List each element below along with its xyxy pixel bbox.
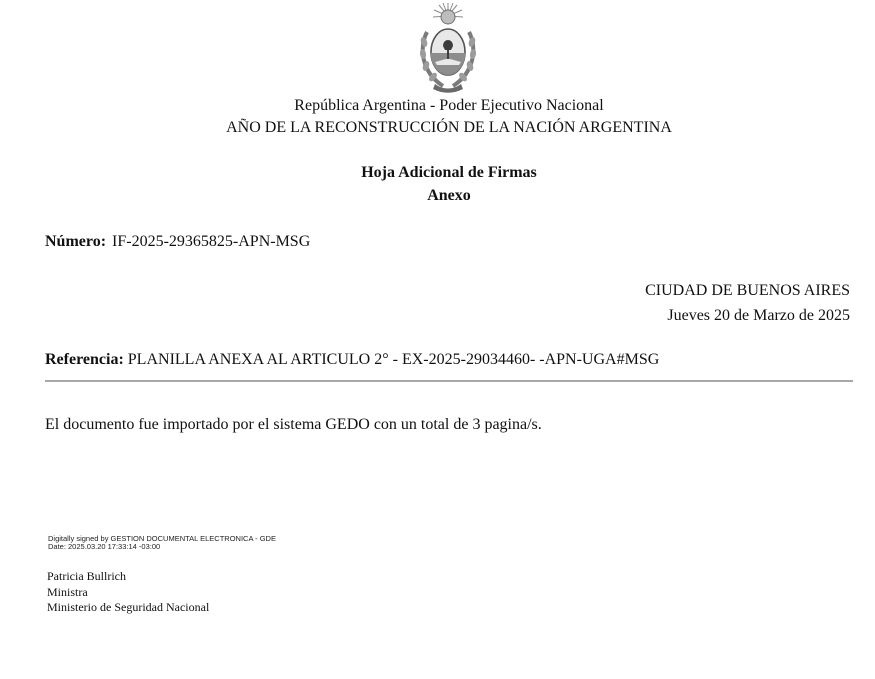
city: CIUDAD DE BUENOS AIRES: [645, 282, 850, 299]
numero-value: IF-2025-29365825-APN-MSG: [112, 233, 311, 250]
body-text: El documento fue importado por el sistema GEDO con un total de 3 pagina/s.: [45, 416, 542, 433]
digital-signature-stamp: [48, 535, 276, 551]
signer-block: [47, 569, 209, 616]
argentina-coat-of-arms-icon: [415, 2, 481, 94]
document-title: Hoja Adicional de Firmas: [361, 164, 537, 181]
digital-signature-date: Date: 2025.03.20 17:33:14 -03:00: [48, 542, 161, 551]
signer-organization: Ministerio de Seguridad Nacional: [47, 600, 210, 614]
section-divider: [45, 380, 853, 382]
referencia-label: Referencia:: [45, 351, 124, 368]
header-republic-line: República Argentina - Poder Ejecutivo Nacional: [294, 97, 604, 114]
header-year-motto: AÑO DE LA RECONSTRUCCIÓN DE LA NACIÓN ARGENTINA: [226, 119, 672, 136]
numero-label: Número:: [45, 233, 107, 250]
document-date: Jueves 20 de Marzo de 2025: [667, 307, 850, 324]
signer-name: Patricia Bullrich: [47, 569, 126, 583]
document-subtitle: Anexo: [427, 187, 471, 204]
numero-row: [45, 233, 310, 251]
referencia-value: PLANILLA ANEXA AL ARTICULO 2° - EX-2025-29034460- -APN-UGA#MSG: [127, 351, 660, 368]
digital-signed-by: Digitally signed by GESTION DOCUMENTAL ELECTRONICA - GDE: [48, 534, 276, 543]
signer-role: Ministra: [47, 584, 88, 599]
referencia-row: [45, 351, 659, 369]
